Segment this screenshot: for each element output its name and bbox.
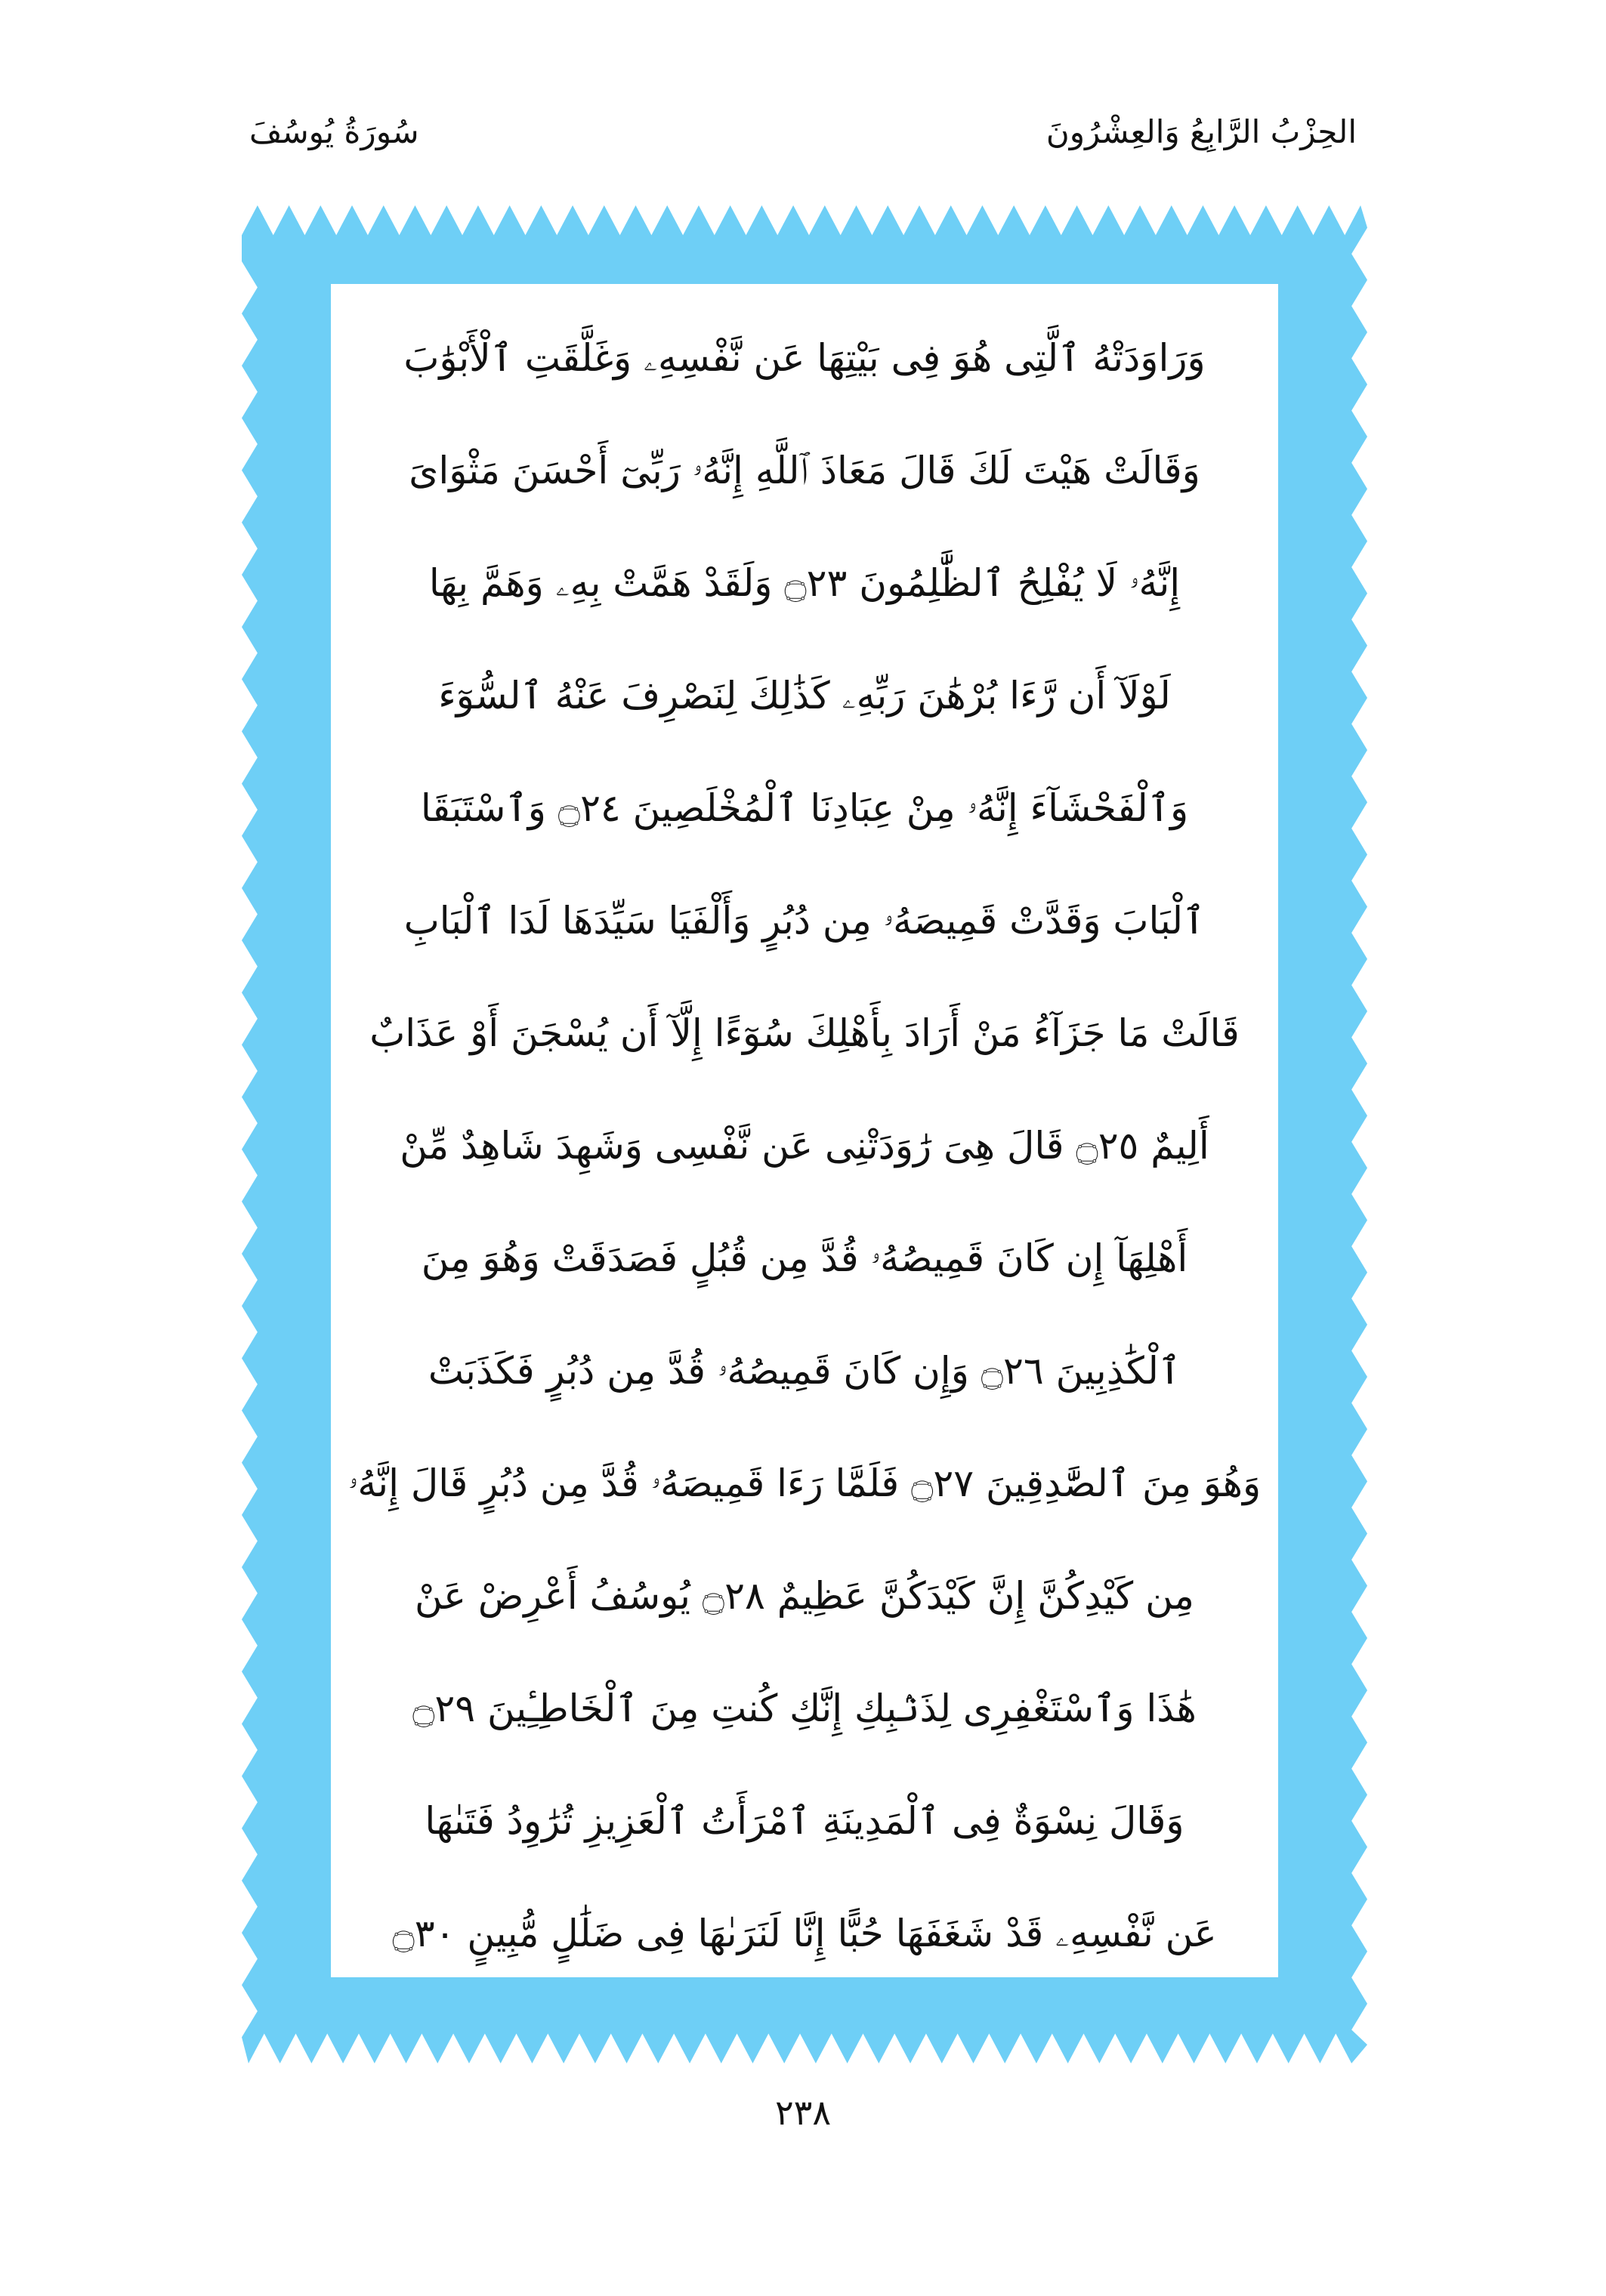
ayah-line: أَلِيمٌ ۝٢٥ قَالَ هِىَ رَٰوَدَتْنِى عَن نَّفْسِى وَشَهِدَ شَاهِدٌ مِّنْ xyxy=(400,1124,1209,1168)
ayah-line: أَهْلِهَآ إِن كَانَ قَمِيصُهُۥ قُدَّ مِن قُبُلٍ فَصَدَقَتْ وَهُوَ مِنَ xyxy=(421,1236,1188,1280)
ayah-line: وَقَالَ نِسْوَةٌ فِى ٱلْمَدِينَةِ ٱمْرَأَتُ ٱلْعَزِيزِ تُرَٰوِدُ فَتَىٰهَا xyxy=(425,1799,1184,1843)
ayah-line: لَوْلَآ أَن رَّءَا بُرْهَٰنَ رَبِّهِۦ كَذَٰلِكَ لِنَصْرِفَ عَنْهُ ٱلسُّوٓءَ xyxy=(438,674,1171,718)
page-number: ٢٣٨ xyxy=(774,2092,832,2133)
ayah-line: وَقَالَتْ هَيْتَ لَكَ قَالَ مَعَاذَ ٱللَّهِ إِنَّهُۥ رَبِّىٓ أَحْسَنَ مَثْوَاىَ xyxy=(409,449,1200,492)
ayah-line: وَٱلْفَحْشَآءَ إِنَّهُۥ مِنْ عِبَادِنَا ٱلْمُخْلَصِينَ ۝٢٤ وَٱسْتَبَقَا xyxy=(420,786,1189,830)
page-header xyxy=(249,113,1357,181)
ayah-line: ٱلْبَابَ وَقَدَّتْ قَمِيصَهُۥ مِن دُبُرٍ وَأَلْفَيَا سَيِّدَهَا لَدَا ٱلْبَابِ xyxy=(403,899,1206,943)
hizb-title: الحِزْبُ الرَّابِعُ وَالعِشْرُونَ xyxy=(1045,113,1357,150)
page-footer xyxy=(0,2092,1606,2133)
ayah-line: مِن كَيْدِكُنَّ إِنَّ كَيْدَكُنَّ عَظِيمٌ ۝٢٨ يُوسُفُ أَعْرِضْ عَنْ xyxy=(415,1574,1194,1618)
ayah-line: قَالَتْ مَا جَزَآءُ مَنْ أَرَادَ بِأَهْلِكَ سُوٓءًا إِلَّآ أَن يُسْجَنَ أَوْ عَذَابٌ xyxy=(369,1011,1240,1055)
quran-text-block xyxy=(344,302,1265,1964)
ayah-line: وَرَاوَدَتْهُ ٱلَّتِى هُوَ فِى بَيْتِهَا عَن نَّفْسِهِۦ وَغَلَّقَتِ ٱلْأَبْوَٰبَ xyxy=(403,336,1206,380)
surah-title: سُورَةُ يُوسُفَ xyxy=(249,113,419,150)
ayah-line: عَن نَّفْسِهِۦ قَدْ شَغَفَهَا حُبًّا إِنَّا لَنَرَىٰهَا فِى ضَلَٰلٍ مُّبِينٍ ۝٣٠ xyxy=(392,1912,1217,1955)
ayah-line: هَٰذَا وَٱسْتَغْفِرِى لِذَنۢبِكِ إِنَّكِ كُنتِ مِنَ ٱلْخَاطِـِٔينَ ۝٢٩ xyxy=(412,1687,1197,1730)
ayah-line: إِنَّهُۥ لَا يُفْلِحُ ٱلظَّٰلِمُونَ ۝٢٣ وَلَقَدْ هَمَّتْ بِهِۦ وَهَمَّ بِهَا xyxy=(428,561,1181,605)
ayah-line: وَهُوَ مِنَ ٱلصَّٰدِقِينَ ۝٢٧ فَلَمَّا رَءَا قَمِيصَهُۥ قُدَّ مِن دُبُرٍ قَالَ إِنَّهُۥ xyxy=(347,1461,1262,1505)
ayah-line: ٱلْكَٰذِبِينَ ۝٢٦ وَإِن كَانَ قَمِيصُهُۥ قُدَّ مِن دُبُرٍ فَكَذَبَتْ xyxy=(428,1349,1181,1393)
